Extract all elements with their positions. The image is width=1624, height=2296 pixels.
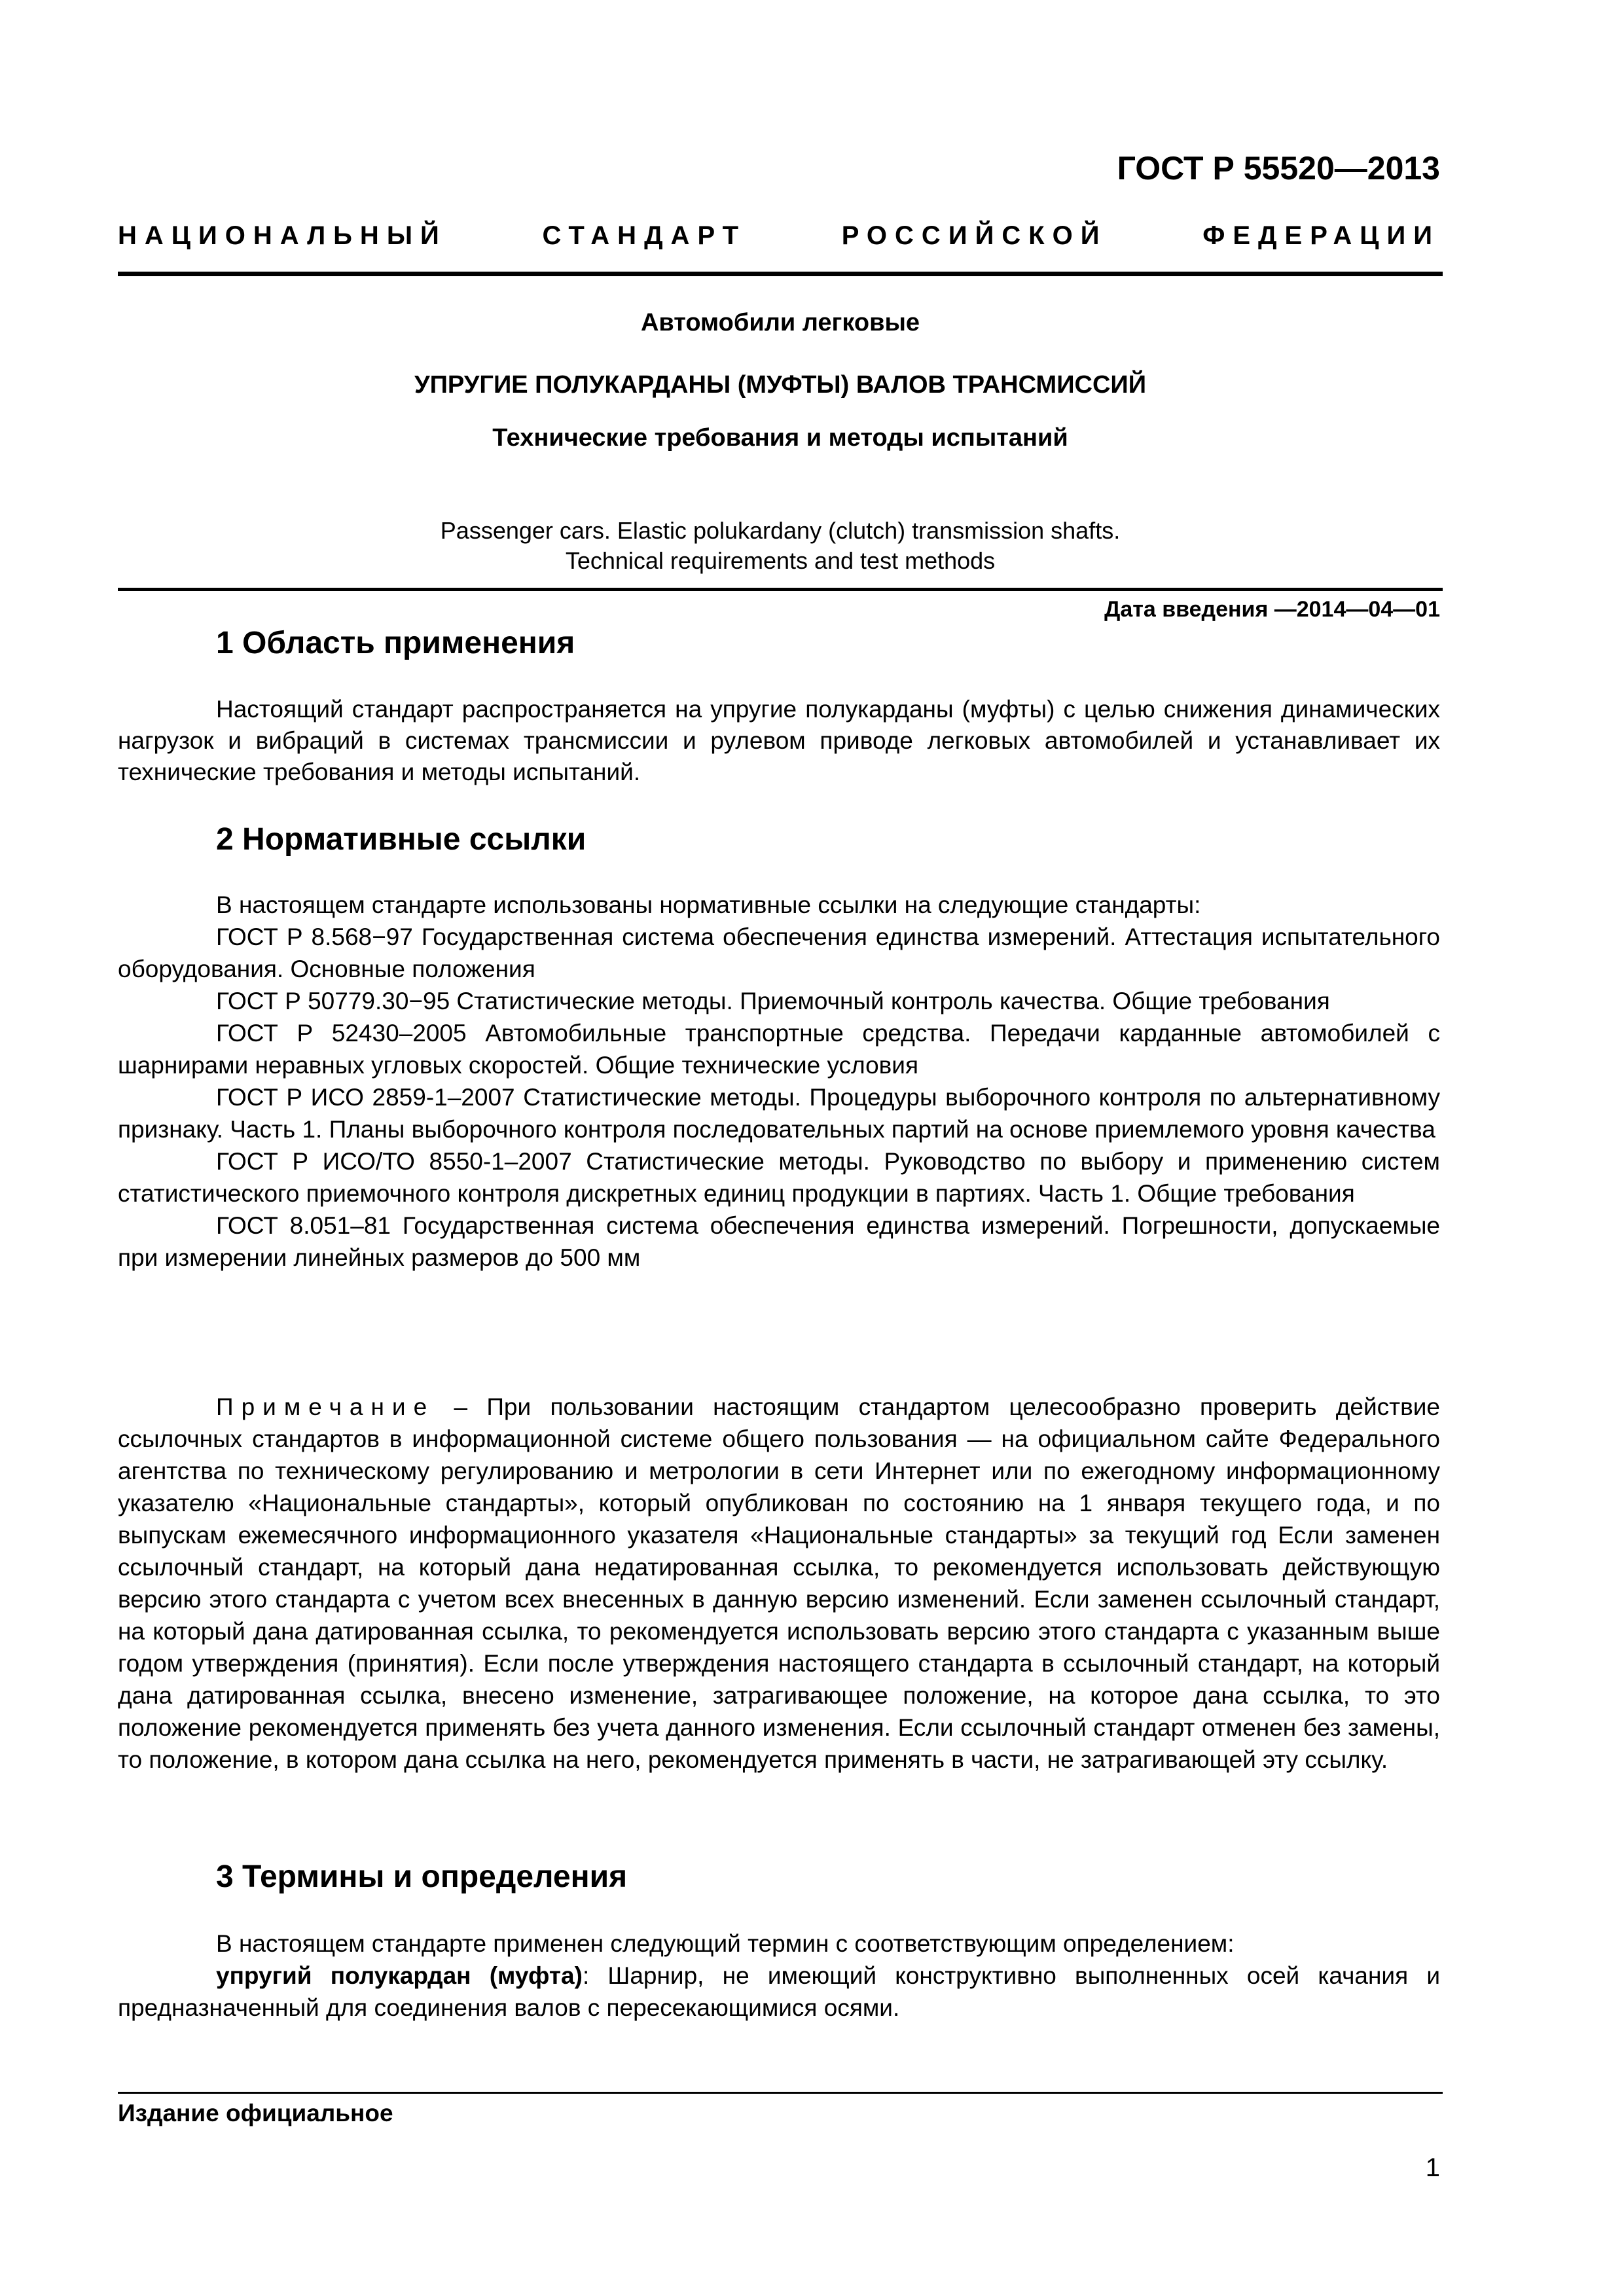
banner-word: ФЕДЕРАЦИИ (1202, 221, 1440, 250)
national-standard-banner (118, 221, 1440, 251)
banner-word: СТАНДАРТ (542, 221, 747, 250)
reference-item: ГОСТ Р ИСО 2859-1–2007 Статистические методы. Процедуры выборочного контроля по альтернативному признаку. Часть 1. Планы выборочного контроля последовательных партий на основе приемлемого уровня качества (118, 1084, 1440, 1143)
term: упругий полукардан (муфта) (216, 1962, 583, 1989)
normative-references (118, 889, 1440, 1274)
title-category: Автомобили легковые (640, 309, 920, 336)
reference-item: ГОСТ 8.051–81 Государственная система обеспечения единства измерений. Погрешности, допускаемые при измерении линейных размеров до 500 мм (118, 1212, 1440, 1271)
section-heading: 1 Область применения (216, 626, 575, 660)
paragraph: В настоящем стандарте использованы нормативные ссылки на следующие стандарты: (216, 891, 1201, 918)
banner-word: НАЦИОНАЛЬНЫЙ (118, 221, 447, 250)
definition: : Шарнир, не имеющий конструктивно выполненных осей качания и предназначенный для соединения валов с пересекающимися осями. (118, 1962, 1441, 2021)
paragraph: В настоящем стандарте применен следующий термин с соответствующим определением: (216, 1930, 1235, 1957)
terms-section (118, 1928, 1440, 2024)
reference-item: ГОСТ Р 8.568−97 Государственная система обеспечения единства измерений. Аттестация испытательного оборудования. Основные положения (118, 924, 1440, 982)
paragraph: Настоящий стандарт распространяется на упругие полукарданы (муфты) с целью снижения динамических нагрузок и вибраций в системах трансмиссии и рулевом приводе легковых автомобилей и устанавливает их технические требования и методы испытаний. (118, 696, 1440, 785)
note-paragraph (118, 1391, 1440, 1776)
reference-item: ГОСТ Р 50779.30−95 Статистические методы. Приемочный контроль качества. Общие требования (216, 988, 1330, 1014)
section-heading: 2 Нормативные ссылки (216, 822, 586, 857)
reference-item: ГОСТ Р 52430–2005 Автомобильные транспортные средства. Передачи карданные автомобилей с шарнирами неравных угловых скоростей. Общие технические условия (118, 1020, 1440, 1079)
document-subtitle: Технические требования и методы испытаний (492, 424, 1068, 452)
edition-label: Издание официальное (118, 2100, 393, 2126)
header-rule (118, 272, 1443, 276)
english-title-line: Technical requirements and test methods (565, 547, 996, 574)
english-title-line: Passenger cars. Elastic polukardany (clutch) transmission shafts. (440, 517, 1121, 544)
term-definition (118, 1960, 1440, 2024)
section-heading: 3 Термины и определения (216, 1859, 628, 1894)
note-label: Примечание (216, 1393, 435, 1420)
title-rule (118, 588, 1443, 591)
reference-item: ГОСТ Р ИСО/ТО 8550-1–2007 Статистические методы. Руководство по выбору и применению систем статистического приемочного контроля дискретных единиц продукции в партиях. Часть 1. Общие требования (118, 1148, 1440, 1207)
standard-number: ГОСТ Р 55520—2013 (1117, 150, 1440, 187)
document-title: УПРУГИЕ ПОЛУКАРДАНЫ (МУФТЫ) ВАЛОВ ТРАНСМИССИЙ (414, 371, 1147, 399)
banner-word: РОССИЙСКОЙ (841, 221, 1108, 250)
note-text: – При пользовании настоящим стандартом целесообразно проверить действие ссылочных стандартов в информационной системе общего пользования — на официальном сайте Федерального агентства по техническому регулированию и метрологии в сети Интернет или по ежегодному информационному указателю «Национальные стандарты», который опубликован по состоянию на 1 января текущего года, и по выпускам ежемесячного информационного указателя «Национальные стандарты» за текущий год Если заменен ссылочный стандарт, на который дана недатированная ссылка, то рекомендуется использовать действующую версию этого стандарта с учетом всех внесенных в данную версию изменений. Если заменен ссылочный стандарт, на который дана датированная ссылка, то рекомендуется использовать версию этого стандарта с указанным выше годом утверждения (принятия). Если после утверждения настоящего стандарта в ссылочный стандарт, на который дана датированная ссылка, внесено изменение, затрагивающее положение, на которое дана ссылка, то это положение рекомендуется применять без учета данного изменения. Если ссылочный стандарт отменен без замены, то положение, в котором дана ссылка на него, рекомендуется применять в части, не затрагивающей эту ссылку. (118, 1393, 1440, 1773)
page-number: 1 (1425, 2153, 1440, 2182)
introduction-date: Дата введения —2014—04—01 (1104, 597, 1440, 622)
english-title (118, 516, 1443, 576)
section-text (118, 694, 1440, 788)
footer-rule (118, 2092, 1443, 2094)
note (118, 1391, 1440, 1776)
